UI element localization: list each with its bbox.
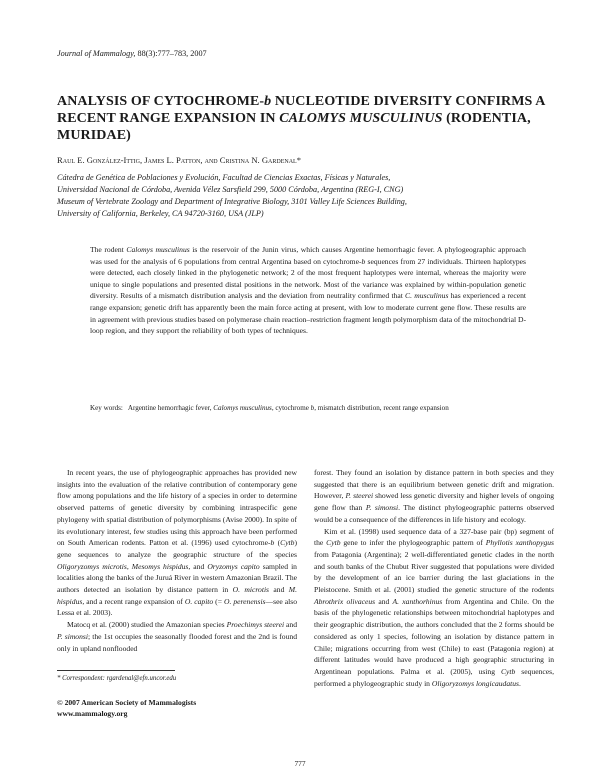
body-italic: Mesomys hispidus [131,561,189,571]
body-text: from Argentina and Chile. On the basis of the phylogenetic relationships between mitochondrial haplotypes and their geographic distribution, the authors concluded that the 2 forms should be considered as only 1 species, following an isolation by distance pattern in Chile; migrations occurring from west (Chile) to east (Patagonia region) at different latitudes would have produced a high geographic structuring in Argentinean populations. Palma et al. (2005), using [314,596,554,676]
body-italic: M. hispidus [57,585,298,606]
body-italic: Cytb [500,666,516,676]
keywords-italic: b [310,404,315,412]
body-text: gene to infer the phylogeographic pattern of [340,538,486,548]
body-text: , and a recent range expansion of [82,596,185,606]
body-text: sequences, performed a phylogeographic study in [314,666,554,688]
body-italic: O. perenensis [223,596,266,606]
abstract-italic: b [361,256,366,266]
body-text: —see also Lessa et al. 2003). [57,596,298,618]
keywords-text: , cytochrome [271,404,311,412]
abstract-text: is the reservoir of the Junin virus, which causes Argentine hemorrhagic fever. A phylogeographic approach was used for the analysis of 6 populations from central Argentina based on cytochrome- [90,245,526,266]
copyright-line: © 2007 American Society of Mammalogists [57,698,197,707]
keywords-text: Key words: Argentine hemorrhagic fever, [90,404,214,412]
keywords-italic: Calomys musculinus [213,404,272,412]
body-text: and [375,596,393,606]
body-text: from Patagonia (Argentina); 2 well-differentiated genetic clades in the north and south banks of the Chubut River suggested that populations were divided by the development of an ice barrier during the last glaciations in the Pleistocene. Smith et al. (2001) studied the genetic structure of the rodents [314,549,554,595]
body-italic: b [270,538,275,548]
title-text: ANALYSIS OF CYTOCHROME- [57,94,265,109]
body-italic: O. capito [184,596,214,606]
abstract-italic: Calomys musculinus [126,245,190,254]
journal-name: Journal of Mammalogy, [57,49,136,58]
title-text: NUCLEOTIDE DIVERSITY CONFIRMS A RECENT RANGE EXPANSION IN [57,94,545,126]
title-species-name: CALOMYS MUSCULINUS [279,111,443,126]
journal-citation [57,49,207,58]
title-text-italic: b [264,94,272,109]
body-italic: Oligoryzomys microtis [57,561,127,571]
body-paragraph [314,526,554,690]
footnote-divider [57,670,175,671]
body-text: sampled in localities along the banks of the Juruá River in western Amazonian Brazil. The authors detected an isolation by distance pattern in [57,561,297,595]
body-text: . [519,678,521,688]
abstract-text: has experienced a recent range expansion; genetic drift has apparently been the main force acting at present, with low to moderate current gene flow. These results are in agreement with previous studies based on polymerase chain reaction–restriction fragment length polymorphism data of the mitochondrial D-loop region, and they support the reliability of both types of techniques. [90,291,526,336]
body-italic: Cytb [280,538,295,548]
correspondent-footnote: * Correspondent: rgardenal@efn.uncor.edu [57,675,177,682]
body-italic: Abrothrix olivaceus [314,596,376,606]
title-text: (RODENTIA, MURIDAE) [57,111,531,143]
copyright-block [57,697,196,719]
affiliation-line: Cátedra de Genética de Poblaciones y Evolución, Facultad de Ciencias Exactas, Físicas y Naturales, [57,173,391,182]
body-text: (= [213,596,224,606]
author-list: Raul E. González-Ittig, James L. Patton, and Cristina N. Gardenal* [57,155,302,165]
body-italic: Phyllotis xanthopygus [485,538,554,548]
page-number: 777 [294,759,306,768]
body-italic: O. microtis [232,585,270,595]
affiliation-line: University of California, Berkeley, CA 94720-3160, USA (JLP) [57,209,264,218]
body-text: and [284,620,297,630]
keywords-text: , mismatch distribution, recent range expansion [314,404,449,412]
body-italic: A. xanthorhinus [392,596,443,606]
publisher-url: www.mammalogy.org [57,709,128,718]
abstract-text: The rodent [90,245,127,254]
body-paragraph [57,467,297,619]
journal-volume-pages: 88(3):777–783, 2007 [135,49,207,58]
body-text: ) gene sequences to analyze the geographic structure of the species [57,538,297,559]
body-column-right [314,467,554,689]
affiliation-line: Universidad Nacional de Córdoba, Avenida Vélez Sarsfield 299, 5000 Córdoba, Argentina (REG-I, CNG) [57,185,404,194]
body-text: ; the 1st occupies the seasonally flooded forest and the 2nd is found only in upland nonflooded [57,631,297,653]
body-paragraph [57,619,297,654]
article-title [57,93,547,144]
body-text: Matocq et al. (2000) studied the Amazonian species [67,620,227,630]
affiliations [57,172,553,220]
body-italic: P. simonsi [57,631,88,641]
abstract-italic: C. musculinus [405,291,449,301]
affiliation-line: Museum of Vertebrate Zoology and Department of Integrative Biology, 3101 Valley Life Sciences Building, [57,197,407,206]
abstract-text: sequences from 27 individuals. Thirteen haplotypes were detected, each closely linked in the phylogenetic network; 2 of the most frequent haplotypes were internal, whereas the majority were unique to single populations and presented distal positions in the network. Most of the variance was explained by within-population genetic diversity. Results of a mismatch distribution analysis and the deviation from neutrality confirmed that [90,256,526,301]
body-text: In recent years, the use of phylogeographic approaches has provided new insights into the evaluation of the relative contribution of contemporary gene flow among populations and the life history of a species in order to determine observed patterns of genetic diversity by combining intraspecific gene phylogeny with spatial distribution of polymorphisms (Avise 2000). In spite of its evolutionary interest, few studies using this approach have been performed on South American rodents. Patton et al. (1996) used cytochrome- [57,468,297,548]
body-text: Kim et al. (1998) used sequence data of a 327-base pair (bp) segment of the [314,526,554,548]
keywords [90,403,526,414]
body-text: , and [188,561,208,571]
body-italic: P. steerei [345,491,374,501]
body-italic: P. simonsi [365,503,399,513]
body-italic: Proechimys steerei [226,620,285,630]
body-text: forest. They found an isolation by distance pattern in both species and they suggested that there is an equilibrium between genetic drift and migration. However, [314,468,554,501]
body-italic: Oryzomys capito [207,561,260,571]
body-text: showed less genetic diversity and higher levels of ongoing gene flow than [314,491,554,513]
body-italic: Oligoryzomys longicaudatus [431,678,520,688]
body-text: ( [274,538,281,548]
abstract [90,244,526,337]
body-text: . The distinct phylogeographic patterns observed would be a consequence of the differences in life history and ecology. [314,503,554,524]
body-text: , [126,561,132,571]
body-italic: Cytb [326,538,341,548]
body-column-left [57,467,297,654]
body-paragraph [314,467,554,526]
body-text: and [269,585,289,595]
